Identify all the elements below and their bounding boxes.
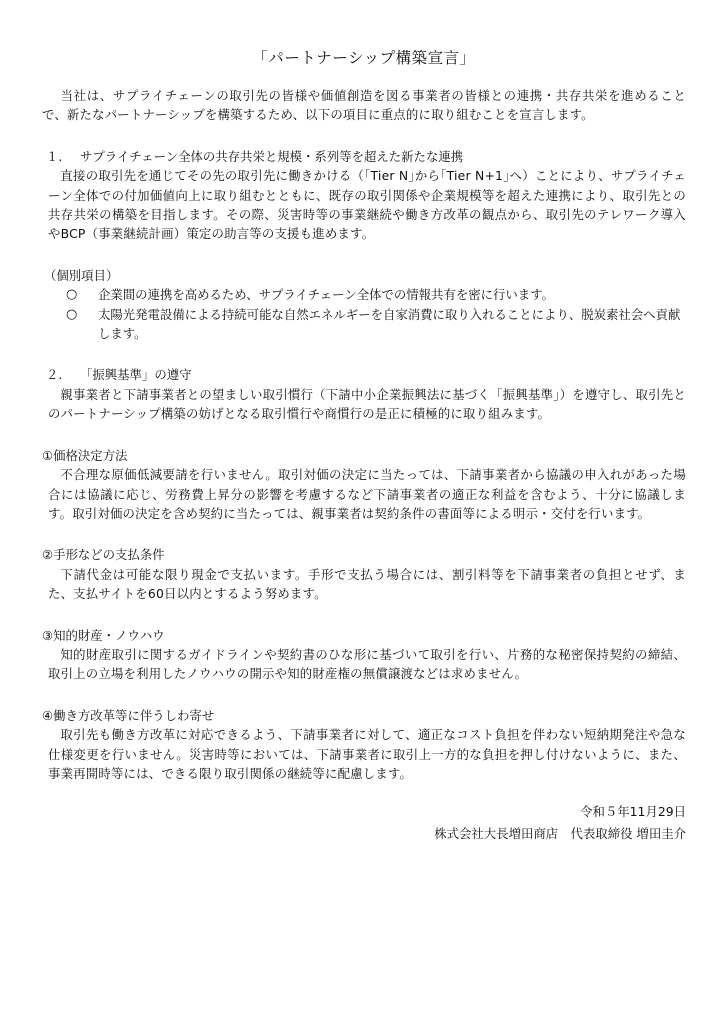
section1-body: 直接の取引先を通じてその先の取引先に働きかける（｢Tier N｣から｢Tier N+1｣へ）ことにより、サプライチェーン全体での付加価値向上に取り組むとともに、既存の取引関係や企業規模等を超えた連携により、取引先との共存共栄の構築を目指します。その際、災害時等の事業継続や働き方改革の観点から、取引先のテレワーク導入やBCP（事業継続計画）策定の助言等の支援も進めます。 [48, 168, 686, 242]
document-title: 「パートナーシップ構築宣言」 [252, 49, 476, 67]
spacer [42, 244, 686, 266]
section2-number: ２. [46, 367, 63, 383]
intro-paragraph: 当社は、サプライチェーンの取引先の皆様や価値創造を図る事業者の皆様との連携・共存共栄を進めることで、新たなパートナーシップを構築するため、以下の項目に重点的に取り組むことを宣言します。 [42, 88, 686, 123]
subsection-body-ip: 知的財産取引に関するガイドラインや契約書のひな形に基づいて取引を行い、片務的な秘密保持契約の締結、取引上の立場を利用したノウハウの開示や知的財産権の無償譲渡などは求めません。 [48, 646, 686, 682]
circle-bullet-icon: ○ [66, 306, 78, 322]
section1-items-label: （個別項目） [44, 267, 119, 283]
list-item-text: 企業間の連携を高めるため、サプライチェーン全体での情報共有を密に行います。 [98, 287, 554, 303]
section2-body: 親事業者と下請事業者との望ましい取引慣行（下請中小企業振興法に基づく「振興基準」）を遵守し、取引先とのパートナーシップ構築の妨げとなる取引慣行や商慣行の是正に積極的に取り組みます。 [48, 386, 686, 422]
subsection-heading-ip: ③知的財産・ノウハウ [42, 627, 165, 643]
subsection-body-price: 不合理な原価低減要請を行いません。取引対価の決定に当たっては、下請事業者から協議の申入れがあった場合には協議に応じ、労務費上昇分の影響を考慮するなど下請事業者の適正な利益を含むよう、十分に協議します。取引対価の決定を含め契約に当たっては、親事業者は契約条件の書面等による明示・交付を行います。 [48, 467, 686, 521]
section2-heading-text: 「振興基準」の遵守 [80, 367, 192, 383]
section1-number: １. [46, 148, 63, 164]
subsection-body-workstyle: 取引先も働き方改革に対応できるよう、下請事業者に対して、適正なコスト負担を伴わない短納期発注や急な仕様変更を行いません。災害時等においては、下請事業者に取引上一方的な負担を押し付けないように、また、事業再開時等には、できる限り取引関係の継続等に配慮します。 [48, 727, 686, 781]
section2-heading [42, 365, 686, 384]
section1-heading-text: サプライチェーン全体の共存共栄と規模・系列等を超えた新たな連携 [80, 148, 464, 164]
subsection-body-payment: 下請代金は可能な限り現金で支払います。手形で支払う場合には、割引料等を下請事業者の負担とせず、また、支払サイトを60日以内とするよう努めます。 [48, 566, 686, 602]
list-item [66, 305, 686, 344]
spacer [42, 424, 686, 446]
subsection-heading-price: ①価格決定方法 [42, 447, 128, 463]
document-footer [42, 801, 686, 845]
spacer [42, 523, 686, 545]
section1-heading [42, 147, 686, 166]
spacer [42, 343, 686, 365]
spacer [42, 684, 686, 706]
subsection-heading-payment: ②手形などの支払条件 [42, 547, 165, 563]
declaration-document [42, 48, 686, 845]
section1-items-list [42, 285, 686, 343]
subsection-heading-workstyle: ④働き方改革等に伴うしわ寄せ [42, 707, 215, 723]
spacer [42, 125, 686, 147]
company-signature: 株式会社大長増田商店 代表取締役 増田圭介 [434, 826, 686, 842]
list-item [66, 285, 686, 304]
circle-bullet-icon: ○ [66, 287, 78, 303]
declaration-date: 令和５年11月29日 [580, 804, 686, 820]
spacer [42, 604, 686, 626]
list-item-text: 太陽光発電設備による持続可能な自然エネルギーを自家消費に取り入れることにより、脱炭素社会へ貢献します。 [98, 306, 681, 342]
